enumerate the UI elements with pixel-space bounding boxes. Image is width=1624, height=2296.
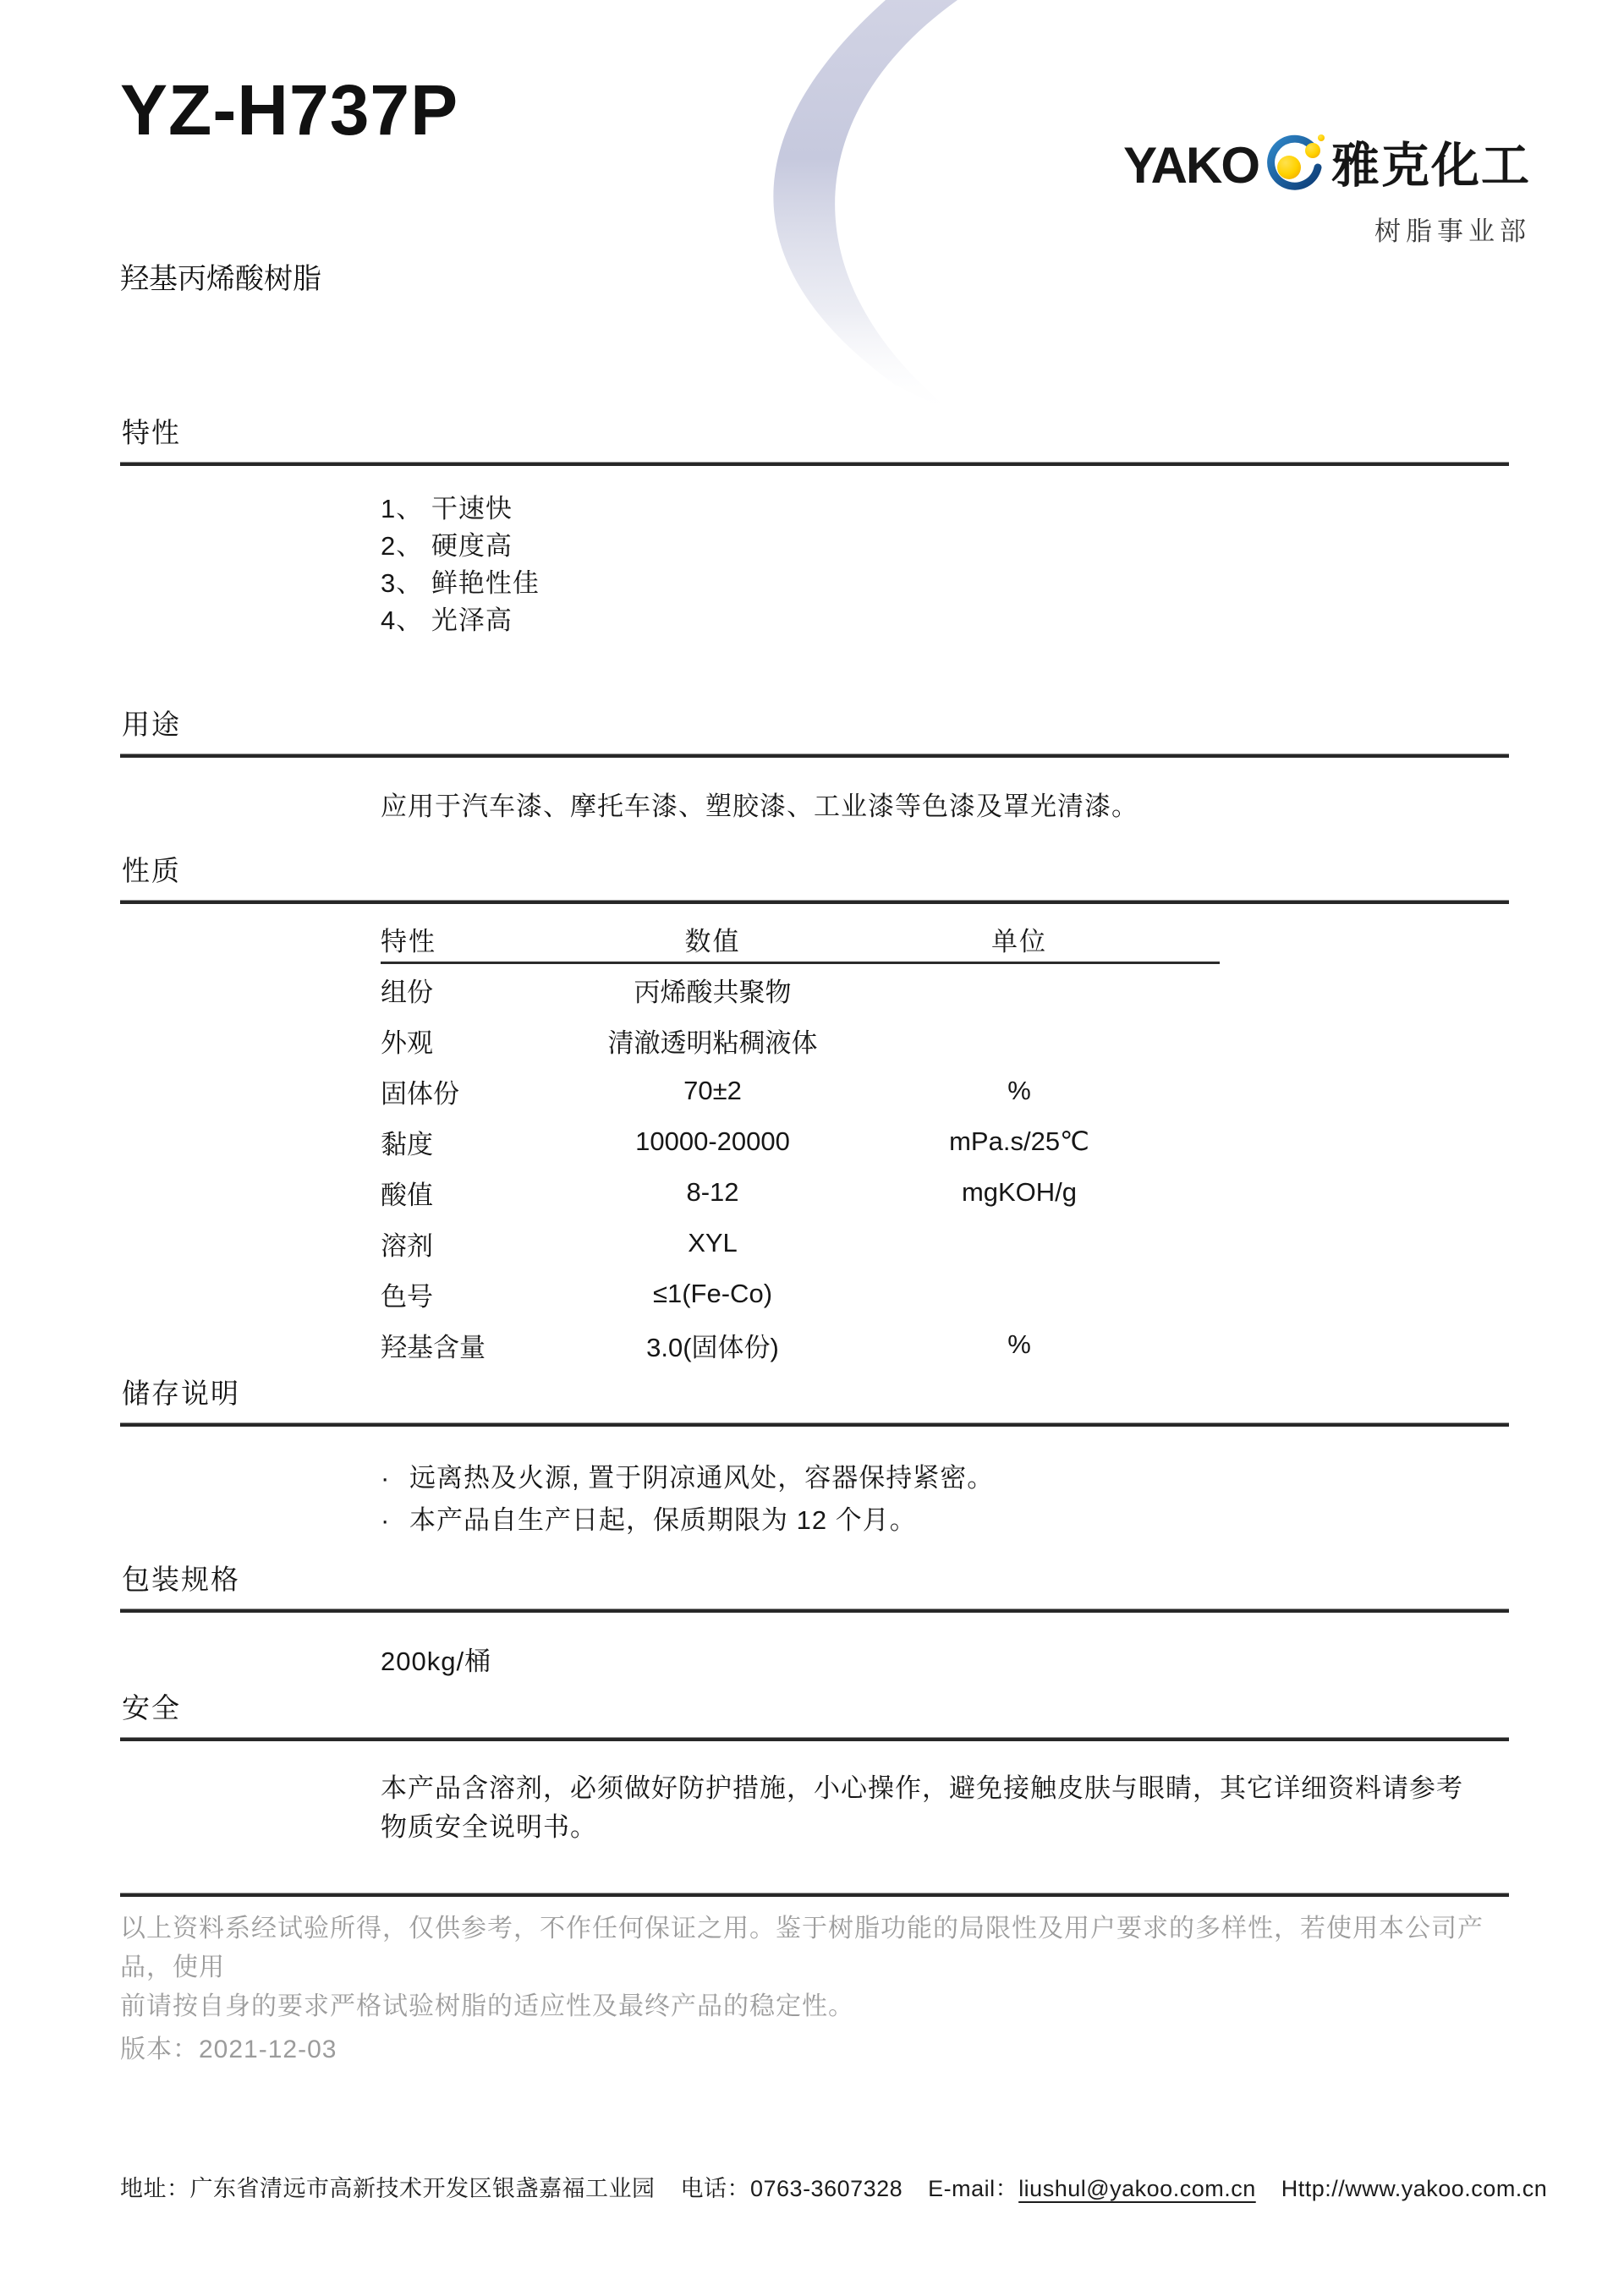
section-storage xyxy=(120,1372,1509,1542)
table-row xyxy=(381,1066,1509,1116)
storage-note: 本产品自生产日起，保质期限为 12 个月。 xyxy=(409,1505,917,1535)
email-label: E-mail： xyxy=(928,2176,1019,2201)
list-item xyxy=(381,1457,1509,1499)
property-unit: % xyxy=(1007,1076,1031,1105)
column-header: 特性 xyxy=(381,926,436,956)
section-usage xyxy=(120,703,1509,823)
safety-line: 物质安全说明书。 xyxy=(381,1812,597,1842)
version-label: 版本：2021-12-03 xyxy=(120,2036,337,2063)
property-value: 70±2 xyxy=(683,1076,742,1105)
email-entry xyxy=(928,2170,1256,2203)
property-name: 色号 xyxy=(381,1281,433,1312)
header-swoosh-decoration xyxy=(677,0,1116,423)
section-safety xyxy=(120,1686,1509,1847)
list-item: 1、 干速快 xyxy=(381,494,513,523)
list-item xyxy=(381,1499,1509,1542)
property-name: 固体份 xyxy=(381,1078,459,1109)
product-code-title: YZ-H737P xyxy=(120,70,459,150)
usage-text: 应用于汽车漆、摩托车漆、塑胶漆、工业漆等色漆及罩光清漆。 xyxy=(381,792,1138,821)
disclaimer-text xyxy=(120,1910,1524,2026)
features-list xyxy=(120,466,1509,639)
section-heading-properties: 性质 xyxy=(122,855,181,886)
contact-footer xyxy=(120,2170,1558,2203)
address-text: 地址：广东省清远市高新技术开发区银盏嘉福工业园 xyxy=(120,2176,656,2201)
property-name: 溶剂 xyxy=(381,1230,433,1261)
company-logo xyxy=(1123,134,1531,248)
section-heading-packaging: 包装规格 xyxy=(122,1564,240,1595)
section-packaging xyxy=(120,1558,1509,1678)
section-properties xyxy=(120,849,1509,1370)
table-row xyxy=(381,1218,1509,1269)
table-row xyxy=(381,1015,1509,1066)
table-row xyxy=(381,964,1509,1015)
storage-note: 远离热及火源, 置于阴凉通风处，容器保持紧密。 xyxy=(409,1463,995,1493)
safety-line: 本产品含溶剂，必须做好防护措施，小心操作，避免接触皮肤与眼睛，其它详细资料请参考 xyxy=(381,1773,1463,1803)
property-name: 羟基含量 xyxy=(381,1332,486,1362)
division-label: 树脂事业部 xyxy=(1374,216,1531,246)
logo-wordmark-chinese: 雅克化工 xyxy=(1331,138,1531,193)
property-value: 丙烯酸共聚物 xyxy=(634,977,792,1007)
table-row xyxy=(381,1116,1509,1167)
property-name: 外观 xyxy=(381,1027,433,1058)
safety-text xyxy=(120,1741,1509,1847)
column-header: 单位 xyxy=(991,926,1047,956)
table-row xyxy=(381,1319,1509,1370)
section-heading-safety: 安全 xyxy=(122,1692,181,1723)
list-item: 4、 光泽高 xyxy=(381,606,513,635)
property-name: 黏度 xyxy=(381,1129,433,1159)
disclaimer-line: 以上资料系经试验所得，仅供参考，不作任何保证之用。鉴于树脂功能的局限性及用户要求的多样性，若使用本公司产品，使用 xyxy=(120,1915,1484,1981)
property-value: 清澈透明粘稠液体 xyxy=(607,1027,818,1058)
section-heading-storage: 储存说明 xyxy=(122,1378,240,1409)
footer-divider-rule xyxy=(120,1893,1509,1897)
property-name: 酸值 xyxy=(381,1180,433,1210)
section-heading-features: 特性 xyxy=(122,417,181,448)
storage-list xyxy=(120,1427,1509,1542)
disclaimer-line: 前请按自身的要求严格试验树脂的适应性及最终产品的稳定性。 xyxy=(120,1992,854,2020)
table-row xyxy=(381,1269,1509,1319)
section-features xyxy=(120,411,1509,639)
bullet-dot-icon: · xyxy=(381,1463,391,1493)
property-value: 8-12 xyxy=(686,1177,739,1207)
property-unit: mgKOH/g xyxy=(961,1177,1078,1207)
list-item: 3、 鲜艳性佳 xyxy=(381,568,540,598)
property-value: 10000-20000 xyxy=(635,1126,790,1156)
column-header: 数值 xyxy=(684,926,741,956)
table-row xyxy=(381,1167,1509,1218)
property-value: ≤1(Fe-Co) xyxy=(652,1279,773,1308)
website-text: Http://www.yakoo.com.cn xyxy=(1281,2176,1548,2201)
section-heading-usage: 用途 xyxy=(122,709,181,740)
property-unit: mPa.s/25℃ xyxy=(949,1126,1089,1156)
property-name: 组份 xyxy=(381,977,433,1007)
email-link[interactable]: liushul@yakoo.com.cn xyxy=(1018,2176,1256,2201)
table-header-row xyxy=(381,918,1509,960)
property-unit: % xyxy=(1007,1329,1031,1359)
product-type-subtitle: 羟基丙烯酸树脂 xyxy=(120,263,321,295)
phone-text: 电话：0763-3607328 xyxy=(680,2176,903,2201)
orbit-logo-icon xyxy=(1262,134,1326,198)
table-body xyxy=(381,964,1509,1370)
packaging-text: 200kg/桶 xyxy=(381,1647,492,1676)
property-value: 3.0(固体份) xyxy=(646,1332,779,1362)
properties-table xyxy=(120,904,1509,1370)
property-value: XYL xyxy=(688,1228,738,1258)
bullet-dot-icon: · xyxy=(381,1505,391,1535)
logo-wordmark-latin: YAKO xyxy=(1123,137,1259,194)
list-item: 2、 硬度高 xyxy=(381,531,513,561)
